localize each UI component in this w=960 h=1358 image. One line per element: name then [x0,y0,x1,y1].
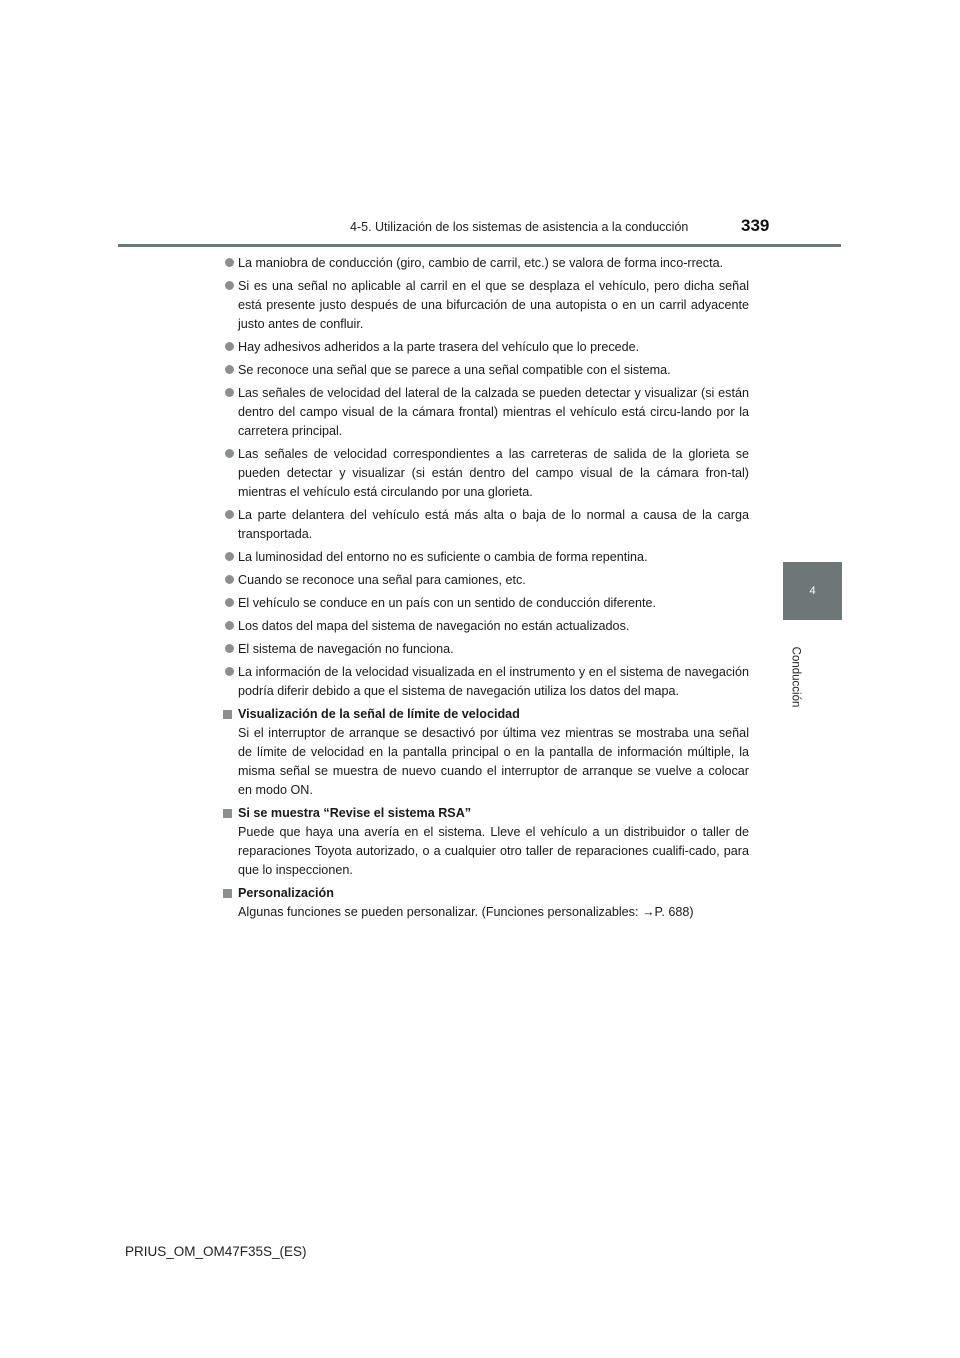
square-bullet-icon [223,710,232,719]
list-item: Hay adhesivos adheridos a la parte trasera del vehículo que lo precede. [223,338,749,357]
chapter-number: 4 [809,585,816,597]
section-speed-limit-display [223,705,749,800]
section-heading: Personalización [223,884,749,903]
chapter-section-title: 4-5. Utilización de los sistemas de asistencia a la conducción [350,220,689,234]
document-code: PRIUS_OM_OM47F35S_(ES) [125,1244,307,1259]
header-divider [118,244,841,247]
bullet-icon [225,598,234,607]
bullet-icon [225,342,234,351]
list-item: El vehículo se conduce en un país con un sentido de conducción diferente. [223,594,749,613]
chapter-label-text: Conducción [789,646,802,708]
bullet-icon [225,552,234,561]
bullet-icon [225,449,234,458]
list-item: Las señales de velocidad del lateral de la calzada se pueden detectar y visualizar (si están dentro del campo visual de la cámara frontal) mientras el vehículo está circu-lando por la carretera principal. [223,384,749,441]
bullet-icon [225,388,234,397]
section-heading: Visualización de la señal de límite de velocidad [223,705,749,724]
page-number: 339 [741,216,770,235]
bullet-icon [225,621,234,630]
bullet-icon [225,510,234,519]
list-item: Se reconoce una señal que se parece a una señal compatible con el sistema. [223,361,749,380]
bullet-icon [225,365,234,374]
bullet-icon [225,281,234,290]
list-item: La maniobra de conducción (giro, cambio de carril, etc.) se valora de forma inco-rrecta. [223,254,749,273]
chapter-tab [783,562,842,620]
list-item: Las señales de velocidad correspondientes a las carreteras de salida de la glorieta se pueden detectar y visualizar (si están dentro del campo visual de la cámara fron-tal) mientras el vehículo está circulando por una glorieta. [223,445,749,502]
list-item: Si es una señal no aplicable al carril en el que se desplaza el vehículo, pero dicha señal está presente justo después de una bifurcación de una autopista o en un carril adyacente justo antes de confluir. [223,277,749,334]
list-item: Los datos del mapa del sistema de navegación no están actualizados. [223,617,749,636]
section-body: Si el interruptor de arranque se desactivó por última vez mientras se mostraba una señal de límite de velocidad en la pantalla principal o en la pantalla de información múltiple, la misma señal se muestra de nuevo cuando el interruptor de arranque se vuelve a colocar en modo ON. [238,726,749,797]
bullet-icon [225,575,234,584]
page-content [223,254,749,926]
section-check-rsa [223,804,749,880]
list-item: Cuando se reconoce una señal para camiones, etc. [223,571,749,590]
list-item: El sistema de navegación no funciona. [223,640,749,659]
square-bullet-icon [223,809,232,818]
bullet-icon [225,258,234,267]
section-customization [223,884,749,922]
list-item: La información de la velocidad visualizada en el instrumento y en el sistema de navegación podría diferir debido a que el sistema de navegación utiliza los datos del mapa. [223,663,749,701]
section-heading: Si se muestra “Revise el sistema RSA” [223,804,749,823]
chapter-side-label [780,632,810,722]
list-item: La parte delantera del vehículo está más alta o baja de lo normal a causa de la carga transportada. [223,506,749,544]
square-bullet-icon [223,889,232,898]
section-body: Puede que haya una avería en el sistema. Lleve el vehículo a un distribuidor o taller de reparaciones Toyota autorizado, o a cualquier otro taller de reparaciones cualifi-cado, para que lo inspeccionen. [238,825,749,877]
bullet-icon [225,644,234,653]
bullet-icon [225,667,234,676]
section-body: Algunas funciones se pueden personalizar. (Funciones personalizables: →P. 688) [238,905,694,919]
list-item: La luminosidad del entorno no es suficiente o cambia de forma repentina. [223,548,749,567]
